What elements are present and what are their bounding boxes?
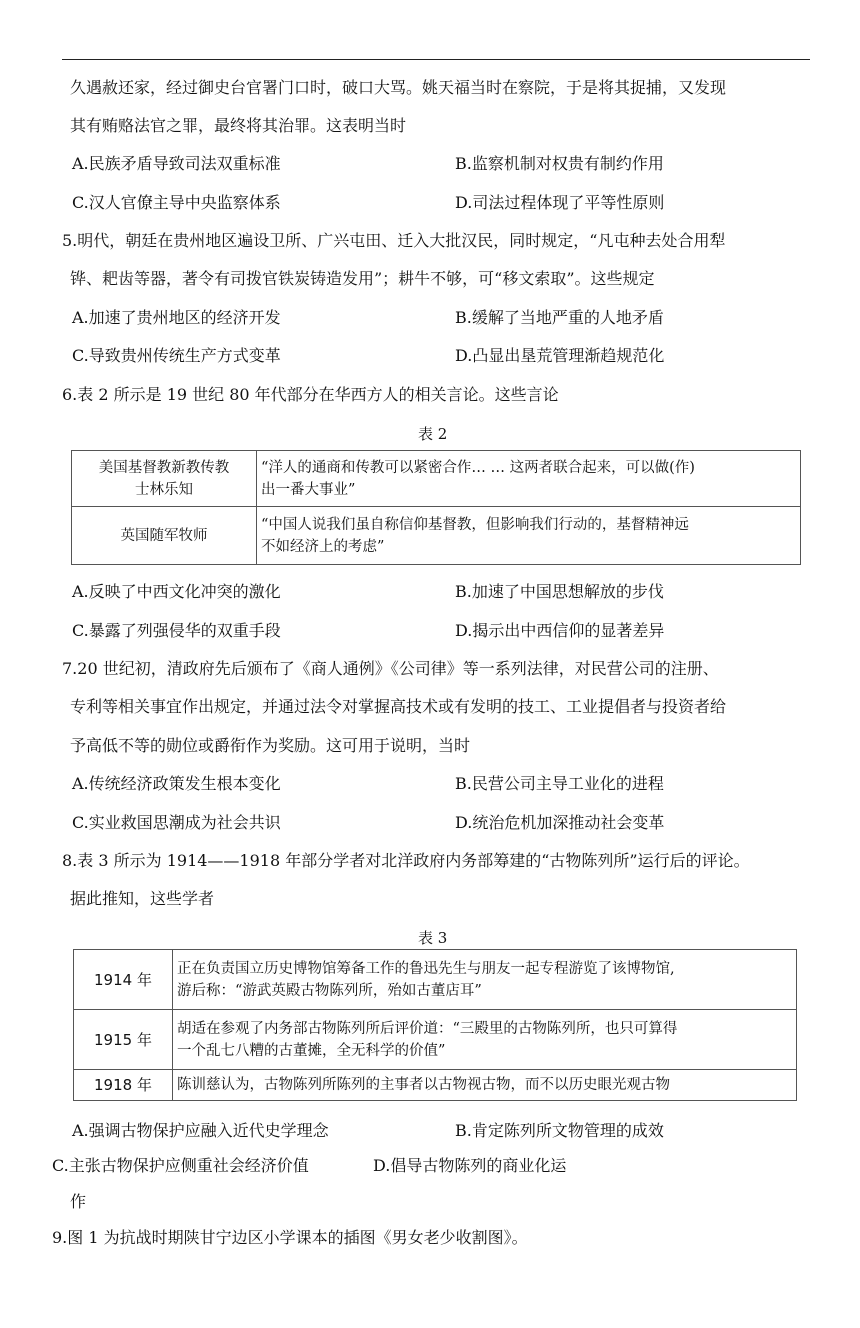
q8-option-c: C.主张古物保护应侧重社会经济价值 [52, 1156, 309, 1175]
table-row [74, 950, 797, 1010]
q5-option-a: A.加速了贵州地区的经济开发 [72, 308, 281, 327]
q5-option-d: D.凸显出垦荒管理渐趋规范化 [455, 346, 665, 365]
q4-stem-line2: 其有贿赂法官之罪，最终将其治罪。这表明当时 [70, 116, 407, 135]
q4-option-d: D.司法过程体现了平等性原则 [455, 193, 665, 212]
table3-comment-line: 正在负责国立历史博物馆筹备工作的鲁迅先生与朋友一起专程游览了该博物馆, [177, 960, 675, 977]
q7-stem-line3: 予高低不等的勋位或爵衔作为奖励。这可用于说明，当时 [70, 736, 471, 755]
table3-comment-line: 胡适在参观了内务部古物陈列所后评价道：“三殿里的古物陈列所，也只可算得 [177, 1020, 678, 1037]
table-row [74, 1070, 797, 1101]
table3-comment-line: 游后称：“游武英殿古物陈列所，殆如古董店耳” [177, 982, 482, 999]
q8-option-d-wrap: 作 [70, 1192, 87, 1211]
q4-option-a: A.民族矛盾导致司法双重标准 [72, 154, 281, 173]
table3-comment [173, 1070, 797, 1101]
table-row [72, 507, 801, 565]
q6-stem: 6.表 2 所示是 19 世纪 80 年代部分在华西方人的相关言论。这些言论 [62, 385, 559, 404]
q7-stem-line1: 7.20 世纪初，清政府先后颁布了《商人通例》《公司律》等一系列法律，对民营公司的注册、 [62, 659, 719, 678]
q8-option-a: A.强调古物保护应融入近代史学理念 [72, 1121, 329, 1140]
q6-option-b: B.加速了中国思想解放的步伐 [455, 582, 664, 601]
q7-option-c: C.实业救国思潮成为社会共识 [72, 813, 281, 832]
table2-caption: 表 2 [418, 425, 448, 443]
table3-year: 1914 年 [74, 950, 173, 1010]
table3-comment [173, 1010, 797, 1070]
q9-stem: 9.图 1 为抗战时期陕甘宁边区小学课本的插图《男女老少收割图》。 [52, 1228, 528, 1247]
table2 [71, 450, 801, 565]
table2-quote-line: “中国人说我们虽自称信仰基督教，但影响我们行动的，基督精神远 [261, 516, 689, 533]
table3-comment-line: 陈训慈认为，古物陈列所陈列的主事者以古物视古物，而不以历史眼光观古物 [177, 1077, 670, 1093]
q4-option-c: C.汉人官僚主导中央监察体系 [72, 193, 281, 212]
table2-speaker [72, 451, 257, 507]
table2-speaker-line: 美国基督教新教传教 [98, 459, 230, 476]
q7-option-d: D.统治危机加深推动社会变革 [455, 813, 665, 832]
table2-quote [257, 451, 801, 507]
table2-quote-line: 不如经济上的考虑” [261, 538, 385, 555]
q4-option-b: B.监察机制对权贵有制约作用 [455, 154, 664, 173]
table3-caption: 表 3 [418, 929, 448, 947]
q5-stem-line2: 铧、耙齿等器，著令有司拨官铁炭铸造发用”；耕牛不够，可“移文索取”。这些规定 [70, 269, 655, 288]
q6-option-d: D.揭示出中西信仰的显著差异 [455, 621, 665, 640]
table-row [74, 1010, 797, 1070]
table3-year: 1915 年 [74, 1010, 173, 1070]
q6-option-c: C.暴露了列强侵华的双重手段 [72, 621, 281, 640]
q7-option-a: A.传统经济政策发生根本变化 [72, 774, 281, 793]
table3-comment [173, 950, 797, 1010]
q6-option-a: A.反映了中西文化冲突的激化 [72, 582, 281, 601]
header-rule [62, 59, 810, 60]
q5-option-c: C.导致贵州传统生产方式变革 [72, 346, 281, 365]
table2-quote-line: “洋人的通商和传教可以紧密合作… … 这两者联合起来，可以做(作) [261, 459, 695, 476]
table3-comment-line: 一个乱七八糟的古董摊，全无科学的价值” [177, 1042, 446, 1059]
table2-speaker [72, 507, 257, 565]
table2-quote [257, 507, 801, 565]
table-row [72, 451, 801, 507]
table3 [73, 949, 797, 1101]
q8-stem-line2: 据此推知，这些学者 [70, 889, 215, 908]
q8-option-d: D.倡导古物陈列的商业化运 [373, 1156, 567, 1175]
table2-speaker-line: 士林乐知 [135, 481, 193, 498]
q8-option-b: B.肯定陈列所文物管理的成效 [455, 1121, 664, 1140]
q4-stem-line1: 久遇赦还家，经过御史台官署门口时，破口大骂。姚天福当时在察院，于是将其捉捕，又发现 [70, 78, 727, 97]
q5-option-b: B.缓解了当地严重的人地矛盾 [455, 308, 664, 327]
table2-speaker-line: 英国随军牧师 [120, 527, 208, 544]
q7-option-b: B.民营公司主导工业化的进程 [455, 774, 664, 793]
table2-quote-line: 出一番大事业” [261, 481, 356, 498]
q7-stem-line2: 专利等相关事宜作出规定，并通过法令对掌握高技术或有发明的技工、工业提倡者与投资者给 [70, 697, 727, 716]
q8-stem-line1: 8.表 3 所示为 1914——1918 年部分学者对北洋政府内务部筹建的“古物陈列所”运行后的评论。 [62, 851, 750, 870]
q5-stem-line1: 5.明代，朝廷在贵州地区遍设卫所、广兴屯田、迁入大批汉民，同时规定，“凡屯种去处合用犁 [62, 231, 726, 250]
table3-year: 1918 年 [74, 1070, 173, 1101]
